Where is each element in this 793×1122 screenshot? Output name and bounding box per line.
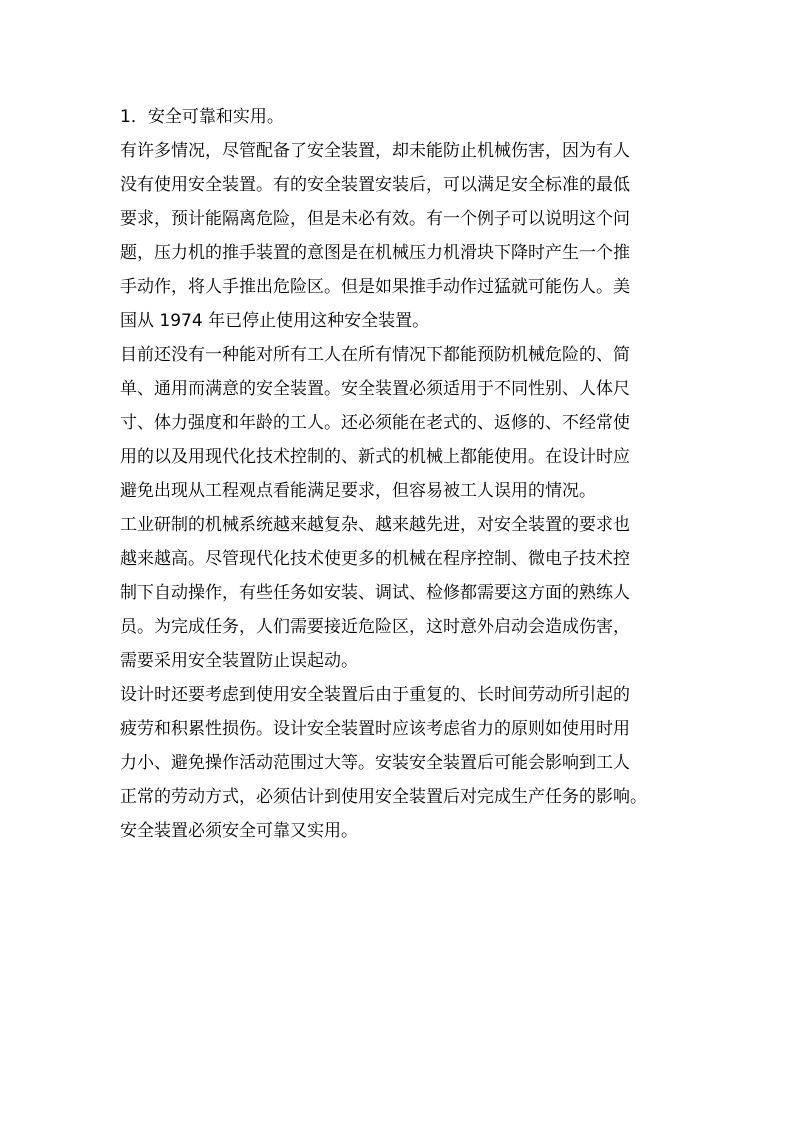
- document-body: [120, 100, 680, 848]
- paragraph-line: 有许多情况，尽管配备了安全装置，却未能防止机械伤害，因为有人: [120, 141, 630, 161]
- paragraph-line: 寸、体力强度和年龄的工人。还必须能在老式的、返修的、不经常使: [120, 413, 630, 433]
- paragraph-1: [120, 134, 680, 338]
- paragraph-line: 制下自动操作，有些任务如安装、调试、检修都需要这方面的熟练人: [120, 583, 630, 603]
- paragraph-line: 正常的劳动方式，必须估计到使用安全装置后对完成生产任务的影响。: [120, 787, 647, 807]
- paragraph-line: 避免出现从工程观点看能满足要求，但容易被工人误用的情况。: [120, 481, 596, 501]
- paragraph-line: 力小、避免操作活动范围过大等。安装安全装置后可能会影响到工人: [120, 753, 630, 773]
- paragraph-line: 员。为完成任务，人们需要接近危险区，这时意外启动会造成伤害，: [120, 617, 630, 637]
- paragraph-line: 越来越高。尽管现代化技术使更多的机械在程序控制、微电子技术控: [120, 549, 630, 569]
- paragraph-line: 没有使用安全装置。有的安全装置安装后，可以满足安全标准的最低: [120, 175, 630, 195]
- paragraph-line: 国从 1974 年已停止使用这种安全装置。: [120, 311, 430, 331]
- paragraph-line: 用的以及用现代化技术控制的、新式的机械上都能使用。在设计时应: [120, 447, 630, 467]
- paragraph-line: 需要采用安全装置防止误起动。: [120, 651, 358, 671]
- paragraph-line: 安全装置必须安全可靠又实用。: [120, 821, 358, 841]
- paragraph-line: 设计时还要考虑到使用安全装置后由于重复的、长时间劳动所引起的: [120, 685, 630, 705]
- paragraph-line: 单、通用而满意的安全装置。安全装置必须适用于不同性别、人体尺: [120, 379, 630, 399]
- paragraph-line: 要求，预计能隔离危险，但是未必有效。有一个例子可以说明这个问: [120, 209, 630, 229]
- paragraph-line: 手动作，将人手推出危险区。但是如果推手动作过猛就可能伤人。美: [120, 277, 630, 297]
- section-heading: 1．安全可靠和实用。: [120, 107, 284, 127]
- paragraph-2: [120, 338, 680, 508]
- paragraph-4: [120, 678, 680, 848]
- paragraph-line: 目前还没有一种能对所有工人在所有情况下都能预防机械危险的、简: [120, 345, 630, 365]
- paragraph-line: 工业研制的机械系统越来越复杂、越来越先进，对安全装置的要求也: [120, 515, 630, 535]
- paragraph-3: [120, 508, 680, 678]
- paragraph-line: 题，压力机的推手装置的意图是在机械压力机滑块下降时产生一个推: [120, 243, 630, 263]
- paragraph-line: 疲劳和积累性损伤。设计安全装置时应该考虑省力的原则如使用时用: [120, 719, 630, 739]
